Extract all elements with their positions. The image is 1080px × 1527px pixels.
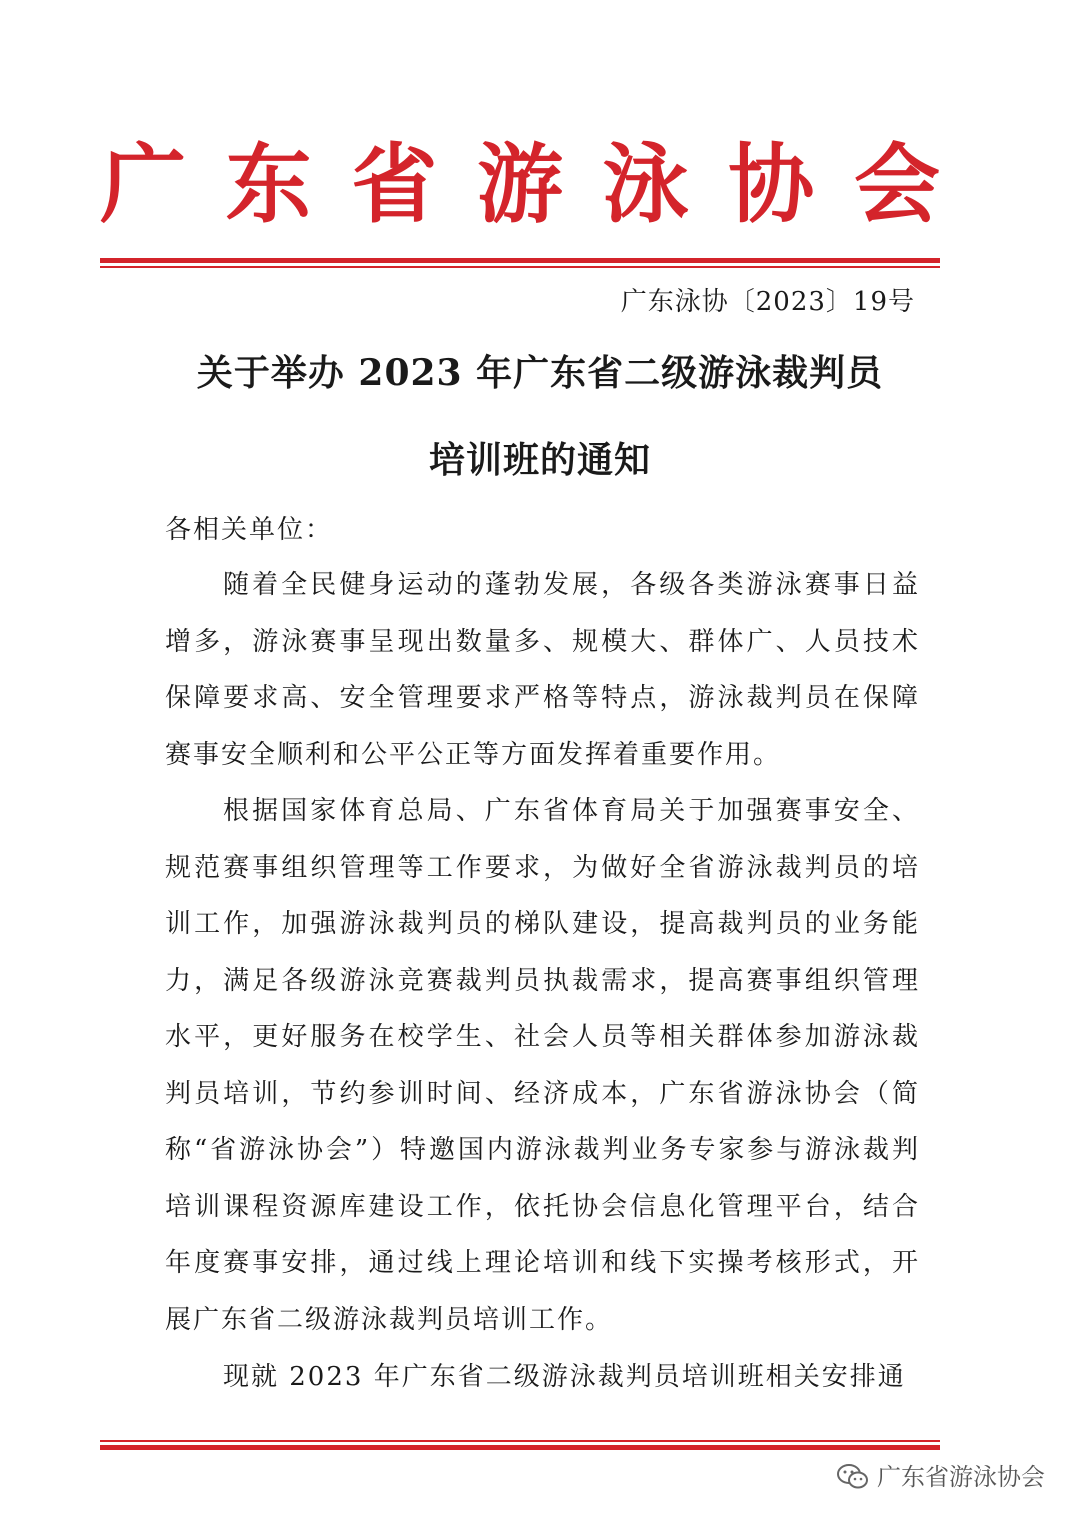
letterhead-char: 泳 <box>602 134 689 235</box>
letterhead-char: 东 <box>225 134 312 235</box>
letterhead-char: 广 <box>100 134 186 235</box>
document-title-line-1: 关于举办 2023 年广东省二级游泳裁判员 <box>196 352 884 394</box>
letterhead-char: 协 <box>728 134 815 235</box>
wechat-icon <box>837 1463 869 1491</box>
body-paragraph-1: 随着全民健身运动的蓬勃发展，各级各类游泳赛事日益增多，游泳赛事呈现出数量多、规模大、群体广、人员技术保障要求高、安全管理要求严格等特点，游泳裁判员在保障赛事安全顺利和公平公正等方面发挥着重要作用。 <box>165 570 920 770</box>
document-number: 广东泳协〔2023〕19号 <box>620 287 915 317</box>
letterhead-char: 游 <box>476 134 563 235</box>
body-paragraph-2: 根据国家体育总局、广东省体育局关于加强赛事安全、规范赛事组织管理等工作要求，为做好全省游泳裁判员的培训工作，加强游泳裁判员的梯队建设，提高裁判员的业务能力，满足各级游泳竞赛裁判员执裁需求，提高赛事组织管理水平，更好服务在校学生、社会人员等相关群体参加游泳裁判员培训，节约参训时间、经济成本，广东省游泳协会（简称“省游泳协会”）特邀国内游泳裁判业务专家参与游泳裁判培训课程资源库建设工作，依托协会信息化管理平台，结合年度赛事安排，通过线上理论培训和线下实操考核形式，开展广东省二级游泳裁判员培训工作。 <box>165 796 920 1335</box>
letterhead-char: 省 <box>351 134 438 235</box>
wechat-watermark <box>837 1457 1045 1497</box>
watermark-label: 广东省游泳协会 <box>877 1463 1045 1491</box>
document-title-line-2: 培训班的通知 <box>428 439 651 481</box>
letterhead-divider <box>100 258 940 268</box>
letterhead-title <box>100 130 940 240</box>
body-paragraph-3: 现就 2023 年广东省二级游泳裁判员培训班相关安排通 <box>223 1362 906 1392</box>
footer-divider <box>100 1440 940 1450</box>
letterhead-char: 会 <box>853 134 940 235</box>
salutation: 各相关单位： <box>165 515 334 545</box>
